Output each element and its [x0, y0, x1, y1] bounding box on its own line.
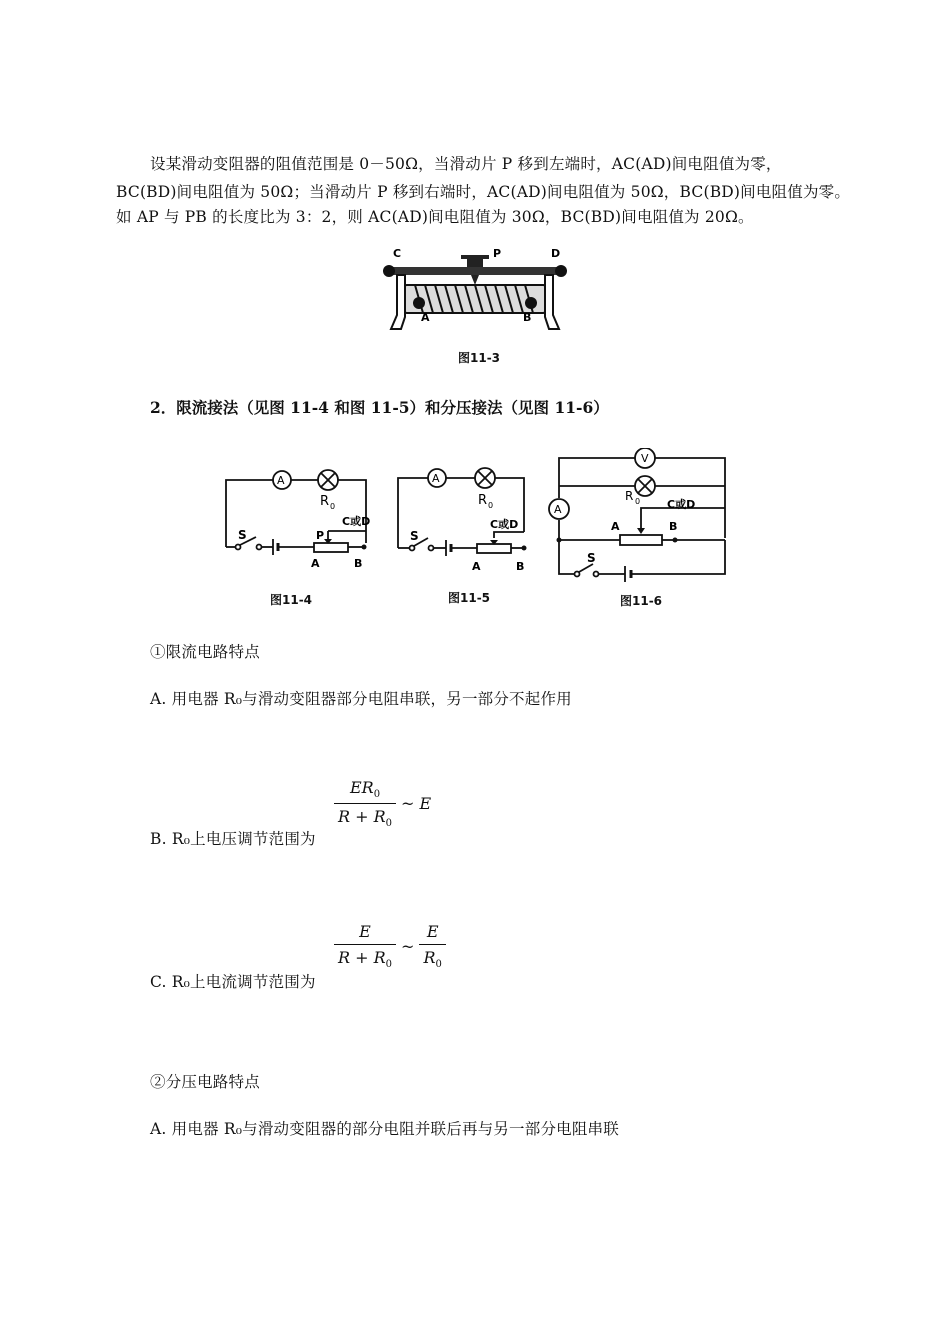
terminal-a-label: A: [472, 560, 481, 573]
voltage-divider-item-a: A. 用电器 R₀与滑动变阻器的部分电阻并联后再与另一部分电阻串联: [150, 1120, 619, 1138]
fb-den: R + R: [338, 807, 386, 827]
fc-tilde: ~: [401, 936, 415, 956]
fb-rhs: E: [419, 794, 432, 814]
ammeter-label: A: [432, 472, 440, 485]
figure-11-4-caption: 图11-4: [270, 593, 313, 607]
terminal-b-label: B: [354, 557, 363, 570]
switch-label: S: [410, 529, 419, 543]
figure-11-3-caption: 图11-3: [458, 351, 501, 365]
ammeter-label: A: [277, 474, 285, 487]
voltage-divider-title: ②分压电路特点: [150, 1073, 260, 1091]
fb-tilde: ~: [401, 794, 415, 814]
fb-den-sub: 0: [385, 818, 393, 830]
slider-p-label: P: [316, 529, 325, 542]
circuit-figure-11-4: [218, 465, 388, 580]
fc-rhs-den: R: [423, 948, 436, 967]
fc-den: R + R: [338, 948, 386, 967]
intro-line-2: BC(BD)间电阻值为 50Ω；当滑动片 P 移到右端时，AC(AD)间电阻值为 50Ω，BC(BD)间电阻值为零。: [116, 183, 851, 201]
fb-num-sub: 0: [373, 789, 381, 801]
r0-sub: 0: [488, 501, 494, 510]
r0-sub: 0: [635, 497, 641, 506]
terminal-b-label: B: [669, 520, 678, 533]
figure-11-5-caption: 图11-5: [448, 591, 491, 605]
circuit-figure-11-6: [545, 448, 735, 588]
voltmeter-label: V: [641, 452, 649, 465]
intro-line-1: 设某滑动变阻器的阻值范围是 0－50Ω，当滑动片 P 移到左端时，AC(AD)间电阻值为零，: [150, 155, 782, 173]
label-p: P: [493, 247, 502, 260]
terminal-a-label: A: [611, 520, 620, 533]
label-c: C: [393, 247, 402, 260]
switch-label: S: [238, 528, 247, 542]
current-limit-item-c: C. R₀上电流调节范围为: [150, 973, 316, 991]
fc-den-sub: 0: [385, 959, 393, 971]
fc-num: E: [359, 922, 371, 941]
formula-voltage-range: [334, 778, 431, 829]
formula-current-range: [334, 922, 446, 970]
r0-label: R: [625, 489, 634, 503]
terminal-cd-label: C或D: [342, 515, 371, 528]
figure-11-6-caption: 图11-6: [620, 594, 663, 608]
intro-line-3: 如 AP 与 PB 的长度比为 3：2，则 AC(AD)间电阻值为 30Ω，BC(BD)间电阻值为 20Ω。: [116, 208, 754, 226]
terminal-cd-label: C或D: [667, 498, 696, 511]
switch-label: S: [587, 551, 596, 565]
r0-label: R: [478, 493, 488, 508]
circuit-figure-11-5: [392, 460, 547, 580]
fc-rhs-den-sub: 0: [435, 959, 442, 971]
current-limit-title: ①限流电路特点: [150, 643, 260, 661]
current-limit-item-b: B. R₀上电压调节范围为: [150, 830, 316, 848]
rheostat-figure: [375, 245, 575, 335]
label-d: D: [551, 247, 561, 260]
terminal-a-label: A: [311, 557, 320, 570]
ammeter-label: A: [554, 503, 562, 516]
current-limit-item-a: A. 用电器 R₀与滑动变阻器部分电阻串联，另一部分不起作用: [150, 690, 572, 708]
label-a: A: [421, 311, 430, 324]
terminal-cd-label: C或D: [490, 518, 519, 531]
fb-num: ER: [349, 778, 374, 797]
terminal-b-label: B: [516, 560, 525, 573]
r0-label: R: [320, 494, 330, 509]
label-b: B: [523, 311, 532, 324]
fc-rhs-num: E: [426, 922, 439, 941]
section-2-heading: 2．限流接法（见图 11-4 和图 11-5）和分压接法（见图 11-6）: [150, 398, 609, 417]
r0-sub: 0: [330, 502, 336, 511]
